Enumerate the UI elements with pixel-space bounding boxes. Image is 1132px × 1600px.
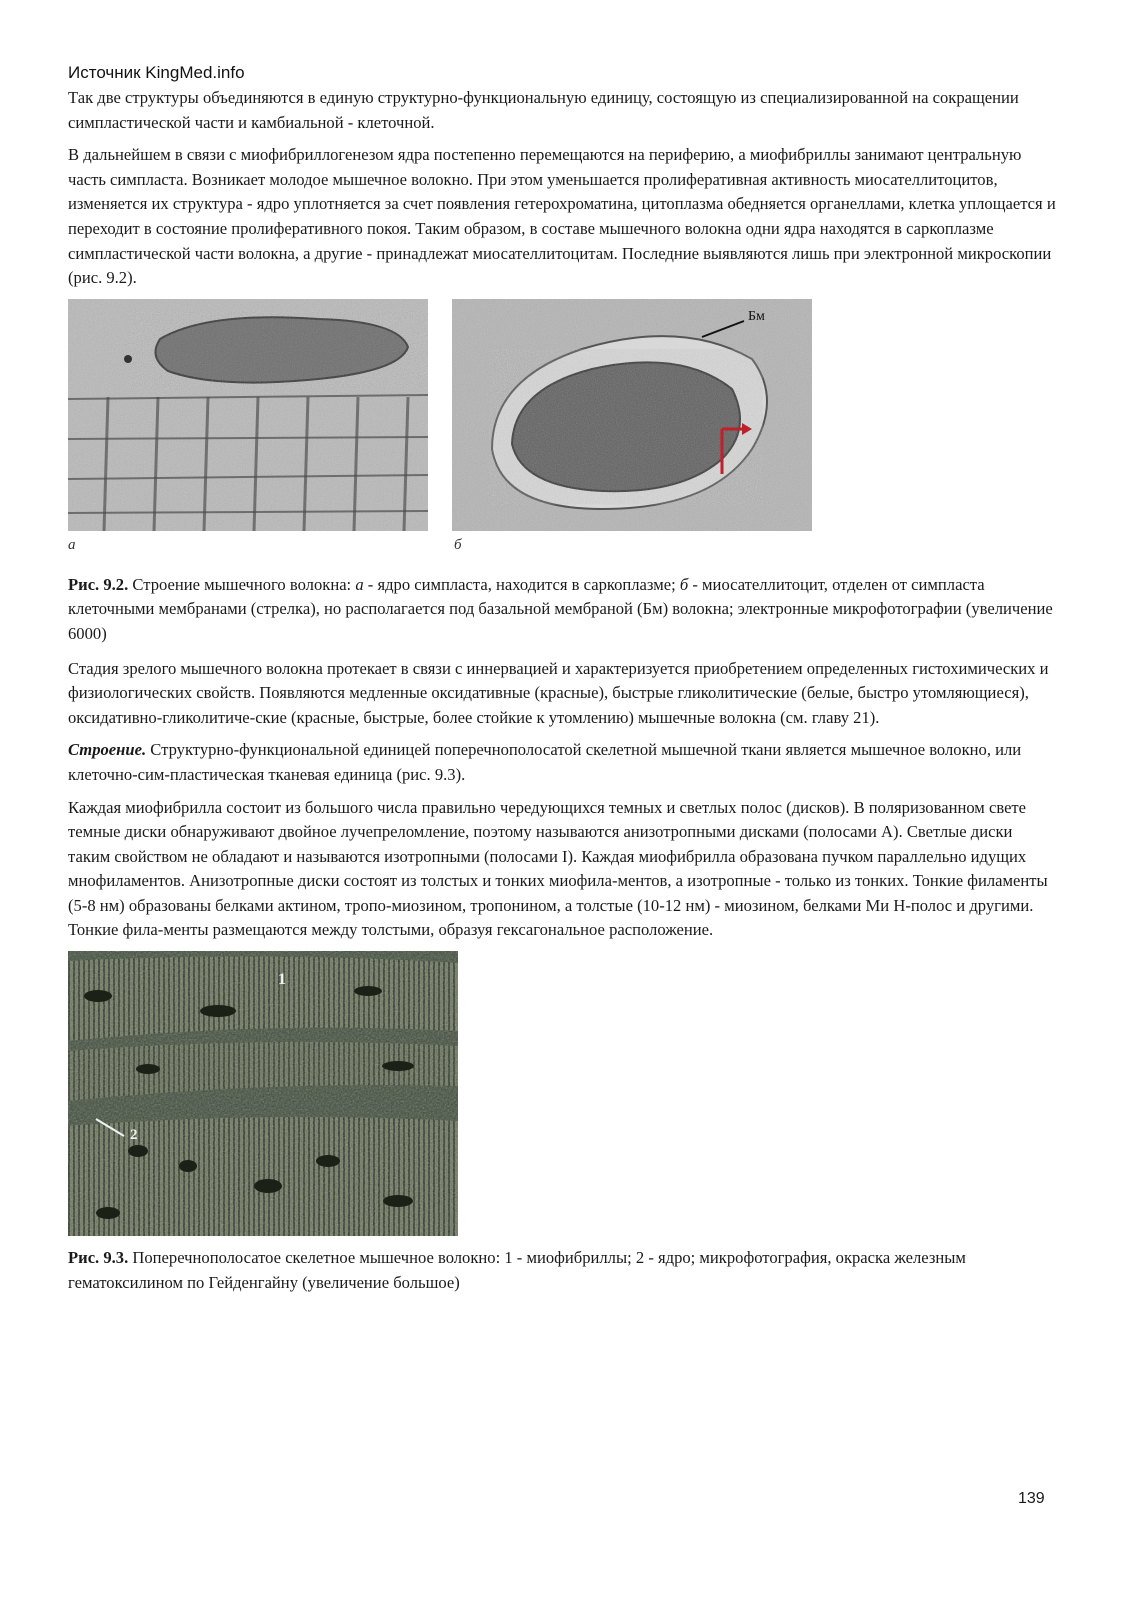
figure-9-2: [68, 299, 1058, 567]
caption-9-2-number: Рис. 9.2.: [68, 574, 129, 594]
figure-9-2a-image: [68, 299, 428, 531]
paragraph-4-lead: Строение.: [68, 740, 147, 760]
figure-9-2b-image: [452, 299, 812, 531]
figure-9-3-image: [68, 951, 458, 1236]
caption-9-2-text-1: Строение мышечного волокна:: [128, 574, 356, 594]
figure-9-3-label-1: 1: [278, 971, 286, 989]
caption-9-2-text-3: - миосателлитоцит, отделен от симпласта клеточными мембранами (стрелка), но располагается под базальной мембраной (Бм) волокна; электронные микрофотографии (увеличение 6000): [68, 574, 1053, 643]
paragraph-1: Так две структуры объединяются в единую структурно-функциональную единицу, состоящую из специализированной на сокращении симпластической части и камбиальной - клеточной.: [68, 88, 1019, 132]
caption-9-2-letter-a: а: [355, 574, 364, 594]
caption-9-2-text-2: - ядро симпласта, находится в саркоплазме;: [363, 574, 680, 594]
source-header: Источник KingMed.info: [68, 63, 245, 82]
page-number: 139: [1018, 1490, 1045, 1507]
paragraph-2: В дальнейшем в связи с миофибриллогенезом ядра постепенно перемещаются на периферию, а миофибриллы занимают центральную часть симпласта. Возникает молодое мышечное волокно. При этом уменьшается пролиферативная активность миосателлитоцитов, изменяется их структура - ядро уплотняется за счет появления гетерохроматина, цитоплазма обедняется органеллами, клетка уплощается и переходит в состояние пролиферативного покоя. Таким образом, в составе мышечного волокна одни ядра находятся в саркоплазме симпластической части волокна, а другие - принадлежат миосателлитоцитам. Последние выявляются лишь при электронной микроскопии (рис. 9.2).: [68, 145, 1056, 288]
figure-9-2a-letter: а: [68, 536, 76, 553]
paragraph-4-rest: Структурно-функциональной единицей поперечнополосатой скелетной мышечной ткани является мышечное волокно, или клеточно-сим-пластическая тканевая единица (рис. 9.3).: [68, 740, 1022, 784]
figure-9-2b-letter: б: [454, 536, 462, 553]
page: [68, 62, 1058, 1305]
figure-9-3-caption: [68, 1246, 1058, 1295]
caption-9-2-letter-b: б: [679, 574, 689, 594]
paragraph-5: Каждая миофибрилла состоит из большого числа правильно чередующихся темных и светлых полос (дисков). В поляризованном свете темные диски обнаруживают двойное лучепреломление, поэтому называются анизотропными дисками (полосами А). Светлые диски таким свойством не обладают и называются изотропными (полосами I). Каждая миофибрилла образована пучком параллельно идущих мнофиламентов. Анизотропные диски состоят из толстых и тонких миофила-ментов, а изотропные - только из тонких. Тонкие филаменты (5-8 нм) образованы белками актином, тропо-миозином, тропонином, а толстые (10-12 нм) - миозином, белками Ми Н-полос и другими. Тонкие фила-менты размещаются между толстыми, образуя гексагональное расположение.: [68, 797, 1048, 940]
label-bm: Бм: [748, 308, 765, 324]
figure-9-2-caption: [68, 573, 1058, 647]
caption-9-3-text: Поперечнополосатое скелетное мышечное волокно: 1 - миофибриллы; 2 - ядро; микрофотография, окраска железным гематоксилином по Гейденгайну (увеличение большое): [68, 1248, 966, 1292]
paragraph-4: [68, 738, 1058, 787]
paragraph-3: Стадия зрелого мышечного волокна протекает в связи с иннервацией и характеризуется приобретением определенных гистохимических и физиологических свойств. Появляются медленные оксидативные (красные), быстрые гликолитические (белые, быстро утомляющиеся), оксидативно-гликолитиче-ские (красные, быстрые, более стойкие к утомлению) мышечные волокна (см. главу 21).: [68, 658, 1049, 727]
figure-9-3-label-2: 2: [130, 1127, 138, 1144]
caption-9-3-number: Рис. 9.3.: [68, 1248, 129, 1268]
